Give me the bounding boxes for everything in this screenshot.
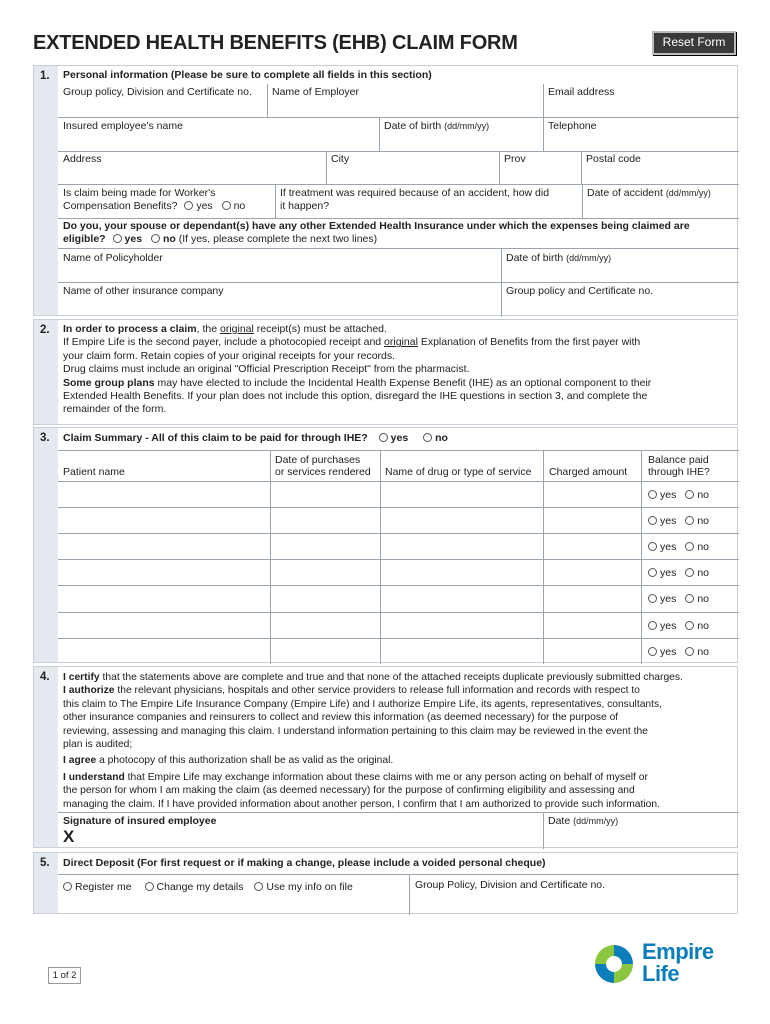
section-authorization xyxy=(33,666,738,848)
section-claim-summary: 3. Claim Summary - All of this claim to be paid for through IHE? yes no Patient name Date of purchases or services rendered Name of drug or type of service Charged amount Balance paid through IHE? yes no yes no yes no yes no yes no yes no yes no xyxy=(33,427,738,663)
table-row[interactable]: yes no xyxy=(58,481,739,507)
table-row[interactable]: yes no xyxy=(58,507,739,533)
ihe-row-yes-radio[interactable] xyxy=(648,621,657,630)
other-company-label: Name of other insurance company xyxy=(63,285,224,297)
form-title: EXTENDED HEALTH BENEFITS (EHB) CLAIM FORM xyxy=(33,32,518,54)
direct-deposit-heading: Direct Deposit (For first request or if making a change, please include a voided personal cheque) xyxy=(63,857,546,869)
ihe-row-no-radio[interactable] xyxy=(685,621,694,630)
ihe-row-no-radio[interactable] xyxy=(685,516,694,525)
page-number: 1 of 2 xyxy=(48,967,81,984)
signature-field[interactable] xyxy=(94,817,542,847)
accident-date-label: Date of accident (dd/mm/yy) xyxy=(587,187,711,199)
authorization-text: I certify that the statements above are complete and true and that none of the attached receipts duplicate previously submitted charges. I authorize the relevant physicians, hospitals and other service providers to release full information and records with respect to this claim to The Empire Life Insurance Company (Empire Life) and I authorize Empire Life, its agents, representatives, consultants, other insurance companies and reinsurers to collect and review this information (as deemed necessary) for the purpose of reviewing, assessing and managing this claim. I understand information pertaining to this claim may be reviewed in the event the plan is audited; I agree a photocopy of this authorization shall be as valid as the original. I understand that Empire Life may exchange information about these claims with me or any person acting on behalf of myself or the person for whom I am making the claim (as deemed necessary) for the purpose of confirming eligibility and assessing and managing the claim. If I have provided information about another person, I confirm that I am authorized to provide such information. xyxy=(63,672,683,810)
ihe-row-yes-radio[interactable] xyxy=(648,594,657,603)
section-number: 2. xyxy=(40,324,50,336)
col-balance-ihe: Balance paid xyxy=(648,454,709,466)
instructions-text: In order to process a claim, the original receipt(s) must be attached. If Empire Life is the second payer, include a photocopied receipt and original Explanation of Benefits from the first payer with your claim form. Retain copies of your original receipts for your records. Drug claims must include an original "Official Prescription Receipt" from the pharmacist. Some group plans may have elected to include the Incidental Health Expense Benefit (IHE) as an optional component to their Extended Health Benefits. If your plan does not include this option, disregard the IHE questions in section 3, and complete the remainder of the form. xyxy=(63,323,652,416)
ihe-row-no-radio[interactable] xyxy=(685,594,694,603)
col-date: Date of purchases xyxy=(275,454,361,466)
accident-question: If treatment was required because of an accident, how did xyxy=(280,187,550,199)
ihe-no-radio[interactable] xyxy=(423,433,432,442)
dob-label: Date of birth (dd/mm/yy) xyxy=(384,120,490,132)
table-row[interactable]: yes no xyxy=(58,559,739,585)
col-patient-name: Patient name xyxy=(63,466,125,478)
empire-life-logo-icon xyxy=(594,943,634,985)
employer-label: Name of Employer xyxy=(272,86,359,98)
register-me-radio[interactable] xyxy=(63,882,72,891)
use-info-on-file-radio[interactable] xyxy=(254,882,263,891)
ihe-row-yes-radio[interactable] xyxy=(648,490,657,499)
signature-label: Signature of insured employee xyxy=(63,815,217,827)
address-label: Address xyxy=(63,153,102,165)
table-row[interactable]: yes no xyxy=(58,585,739,611)
other-insurance-question: Do you, your spouse or dependant(s) have any other Extended Health Insurance under which the expenses being claimed are xyxy=(63,220,690,232)
ihe-row-yes-radio[interactable] xyxy=(648,568,657,577)
section-number: 3. xyxy=(40,432,50,444)
email-label: Email address xyxy=(548,86,615,98)
ihe-row-no-radio[interactable] xyxy=(685,542,694,551)
employee-name-label: Insured employee's name xyxy=(63,120,183,132)
logo-text-life: Life xyxy=(642,961,680,986)
policyholder-label: Name of Policyholder xyxy=(63,252,163,264)
prov-label: Prov xyxy=(504,153,526,165)
ihe-row-yes-radio[interactable] xyxy=(648,516,657,525)
policyholder-dob-label: Date of birth (dd/mm/yy) xyxy=(506,252,612,264)
deposit-group-policy-label: Group Policy, Division and Certificate no. xyxy=(415,879,606,891)
postal-code-label: Postal code xyxy=(586,153,641,165)
ihe-row-no-radio[interactable] xyxy=(685,647,694,656)
ihe-yes-radio[interactable] xyxy=(379,433,388,442)
other-group-policy-label: Group policy and Certificate no. xyxy=(506,285,654,297)
section-number: 5. xyxy=(40,857,50,869)
empire-life-logo xyxy=(594,939,734,988)
workers-comp-question: Is claim being made for Worker's xyxy=(63,187,216,199)
ihe-row-no-radio[interactable] xyxy=(685,490,694,499)
ihe-row-no-radio[interactable] xyxy=(685,568,694,577)
table-row[interactable]: yes no xyxy=(58,612,739,638)
signature-date-label: Date (dd/mm/yy) xyxy=(548,815,619,827)
other-insurance-no-radio[interactable] xyxy=(151,234,160,243)
section-claim-instructions xyxy=(33,319,738,425)
claim-summary-heading: Claim Summary - All of this claim to be paid for through IHE? yes no xyxy=(63,432,448,444)
section-number: 1. xyxy=(40,70,50,82)
section-number: 4. xyxy=(40,671,50,683)
ihe-row-yes-radio[interactable] xyxy=(648,647,657,656)
section-personal-information: 1. Personal information (Please be sure to complete all fields in this section) Group policy, Division and Certificate no. Name of Employer Email address Insured employee's name Date of birth (dd/mm/yy) Telephone Address City Prov Postal code Is claim being made for Worker's Compensation Benefits? yes no If treatment was required because of an accident, how did it happen? Date of accident (dd/mm/yy) Do you, your spouse or dependant(s) have any other Extended Health Insurance under which the expenses being claimed are eligible? yes no (If yes, please complete the next two lines) Name of Policyholder Date of birth (dd/mm/yy) Name of other insurance company Group policy and Certificate no. xyxy=(33,65,738,316)
reset-form-button[interactable]: Reset Form xyxy=(652,31,736,55)
col-charged-amount: Charged amount xyxy=(549,466,628,478)
signature-x: X xyxy=(63,827,75,846)
col-drug-service: Name of drug or type of service xyxy=(385,466,532,478)
workers-comp-no-radio[interactable] xyxy=(222,201,231,210)
section-heading: Personal information (Please be sure to complete all fields in this section) xyxy=(63,69,432,81)
other-insurance-yes-radio[interactable] xyxy=(113,234,122,243)
city-label: City xyxy=(331,153,350,165)
table-row[interactable]: yes no xyxy=(58,533,739,559)
workers-comp-yes-radio[interactable] xyxy=(184,201,193,210)
section-direct-deposit: 5. Direct Deposit (For first request or if making a change, please include a voided personal cheque) Register me Change my details Use my info on file Group Policy, Division and Certificate no. xyxy=(33,852,738,914)
group-policy-label: Group policy, Division and Certificate no. xyxy=(63,86,252,98)
telephone-label: Telephone xyxy=(548,120,597,132)
change-details-radio[interactable] xyxy=(145,882,154,891)
table-row[interactable]: yes no xyxy=(58,638,739,664)
ihe-row-yes-radio[interactable] xyxy=(648,542,657,551)
logo-text-empire: Empire xyxy=(642,939,714,964)
